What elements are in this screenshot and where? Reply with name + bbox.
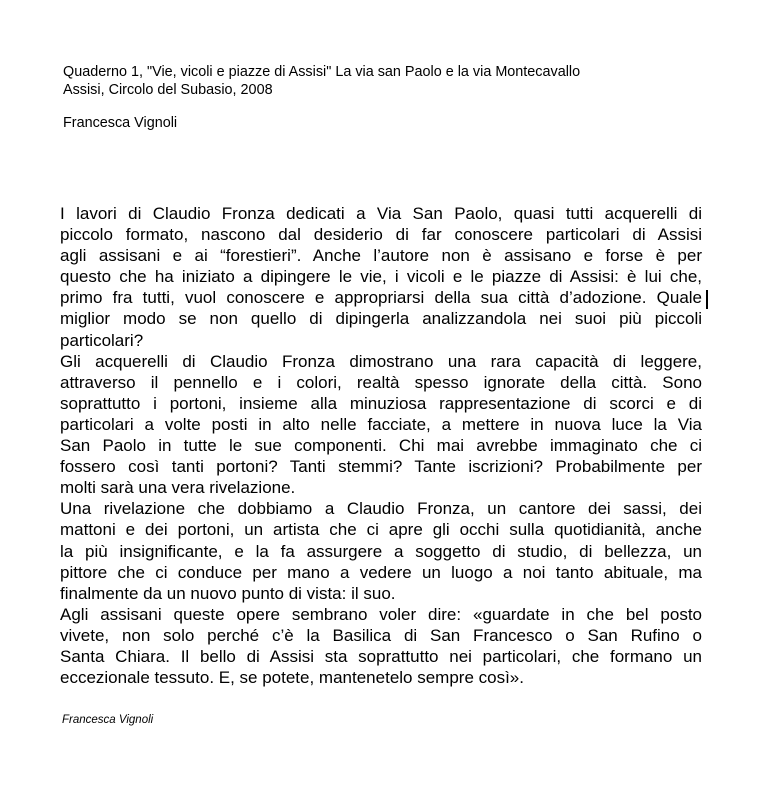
body-line: mattoni e dei portoni, un artista che ci apre gli occhi sulla quotidianità, anche [60,520,702,540]
body-line: eccezionale tessuto. E, se potete, mantenetelo sempre così». [60,668,524,688]
body-line: soprattutto i portoni, insieme alla minuziosa rappresentazione di scorci e di [60,393,702,413]
body-line: fossero così tanti portoni? Tanti stemmi? Tante iscrizioni? Probabilmente per [60,457,702,477]
body-text[interactable] [60,203,702,688]
header-line-1: Quaderno 1, "Vie, vicoli e piazze di Assisi" La via san Paolo e la via Montecavallo [63,64,581,80]
body-line: vivete, non solo perché c’è la Basilica di San Francesco o San Rufino o [60,625,702,645]
header-line-2: Assisi, Circolo del Subasio, 2008 [63,81,273,98]
body-line: agli assisani e ai “forestieri”. Anche l’autore non è assisano e forse è per [60,246,702,266]
body-line: Santa Chiara. Il bello di Assisi sta soprattutto nei particolari, che formano un [60,646,702,666]
body-line: Agli assisani queste opere sembrano voler dire: «guardate in che bel posto [60,604,702,624]
body-line: particolari? [60,330,144,350]
body-line: I lavori di Claudio Fronza dedicati a Via San Paolo, quasi tutti acquerelli di [60,204,702,223]
body-line: la più insignificante, e la fa assurgere a soggetto di studio, di bellezza, un [60,541,702,561]
body-line: particolari a volte posti in alto nelle facciate, a mettere in nuova luce la Via [60,414,702,434]
body-line: pittore che ci conduce per mano a vedere un luogo a noi tanto abituale, ma [60,562,702,582]
author-name: Francesca Vignoli [63,115,178,131]
body-line: miglior modo se non quello di dipingerla analizzandola nei suoi più piccoli [60,309,702,329]
body-line: finalmente da un nuovo punto di vista: il suo. [60,583,396,603]
body-line: Una rivelazione che dobbiamo a Claudio Fronza, un cantore dei sassi, dei [60,499,702,519]
body-line: attraverso il pennello e i colori, realtà spesso ignorate della città. Sono [60,372,702,392]
body-line: molti sarà una vera rivelazione. [60,478,296,498]
text-cursor [706,290,708,309]
body-line: piccolo formato, nascono dal desiderio di far conoscere particolari di Assisi [60,225,702,245]
body-line: primo fra tutti, vuol conoscere e appropriarsi della sua città d’adozione. Quale [60,288,702,308]
body-line: Gli acquerelli di Claudio Fronza dimostrano una rara capacità di leggere, [60,351,702,371]
body-line: San Paolo in tutte le sue componenti. Chi mai avrebbe immaginato che ci [60,436,702,456]
body-line: questo che ha iniziato a dipingere le vie, i vicoli e le piazze di Assisi: è lui che, [60,267,702,287]
signature: Francesca Vignoli [62,714,154,726]
document-header [63,64,580,99]
